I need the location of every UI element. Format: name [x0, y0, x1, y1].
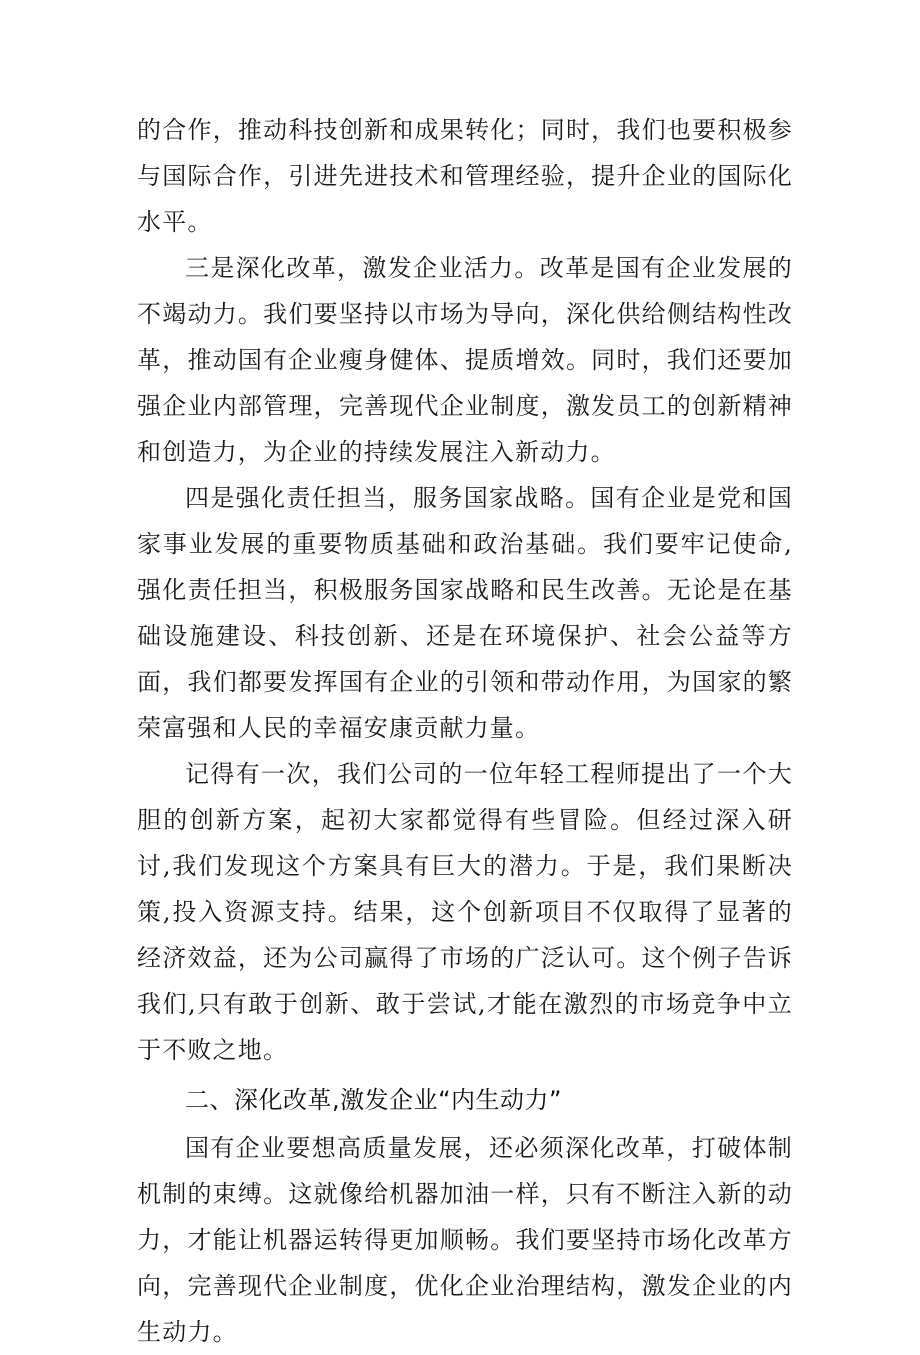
paragraph-engineer-example: 记得有一次，我们公司的一位年轻工程师提出了一个大胆的创新方案，起初大家都觉得有些冒险。但经过深入研讨,我们发现这个方案具有巨大的潜力。于是，我们果断决策,投入资源支持。结果，这个创新项目不仅取得了显著的经济效益，还为公司赢得了市场的广泛认可。这个例子告诉我们,只有敢于创新、敢于尝试,才能在激烈的市场竞争中立于不败之地。 [137, 760, 793, 1064]
paragraph-responsibility: 四是强化责任担当，服务国家战略。国有企业是党和国家事业发展的重要物质基础和政治基础。我们要牢记使命,强化责任担当，积极服务国家战略和民生改善。无论是在基础设施建设、科技创新、还是在环境保护、社会公益等方面，我们都要发挥国有企业的引领和带动作用，为国家的繁荣富强和人民的幸福安康贡献力量。 [137, 484, 793, 742]
paragraph-deepen-reform: 三是深化改革，激发企业活力。改革是国有企业发展的不竭动力。我们要坚持以市场为导向，深化供给侧结构性改革，推动国有企业瘦身健体、提质增效。同时，我们还要加强企业内部管理，完善现代企业制度，激发员工的创新精神和创造力，为企业的持续发展注入新动力。 [137, 254, 793, 466]
document-body [137, 107, 793, 1355]
paragraph-reform-drive: 国有企业要想高质量发展，还必须深化改革，打破体制机制的束缚。这就像给机器加油一样，只有不断注入新的动力，才能让机器运转得更加顺畅。我们要坚持市场化改革方向，完善现代企业制度，优化企业治理结构，激发企业的内生动力。 [137, 1134, 793, 1346]
section-heading: 二、深化改革,激发企业“内生动力” [185, 1086, 562, 1114]
paragraph-international-cooperation: 的合作，推动科技创新和成果转化；同时，我们也要积极参与国际合作，引进先进技术和管理经验，提升企业的国际化水平。 [137, 116, 793, 236]
